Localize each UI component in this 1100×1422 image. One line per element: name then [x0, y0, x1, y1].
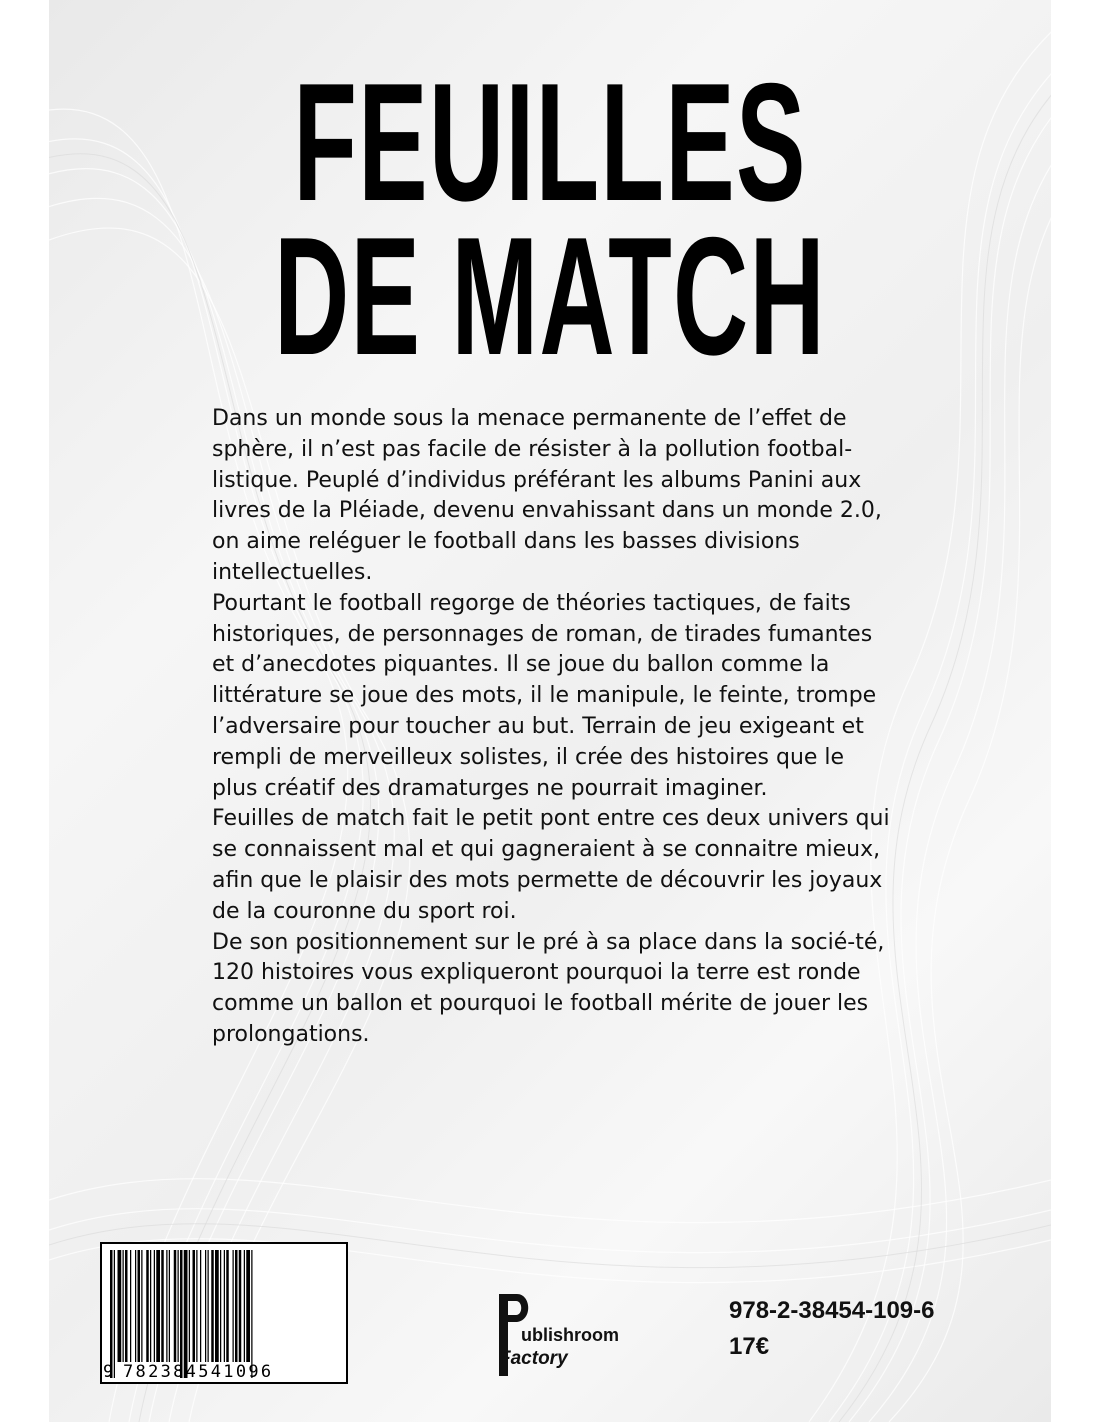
publisher-name-line1: ublishroom	[521, 1325, 619, 1345]
barcode-bar	[178, 1250, 179, 1362]
barcode-bar	[205, 1250, 206, 1362]
barcode-bar	[166, 1250, 167, 1362]
barcode-bar	[130, 1250, 131, 1362]
barcode-bar	[125, 1250, 128, 1362]
barcode-bar	[235, 1250, 238, 1362]
barcode-bar	[246, 1250, 250, 1362]
book-title-line2: DE MATCH	[274, 202, 826, 390]
barcode-bar	[154, 1250, 155, 1362]
barcode-bar	[211, 1250, 214, 1362]
price: 17€	[729, 1333, 770, 1360]
barcode-bar	[224, 1250, 225, 1362]
isbn: 978-2-38454-109-6	[729, 1297, 935, 1324]
barcode-bar	[141, 1250, 142, 1362]
blurb-paragraph: Feuilles de match fait le petit pont entre ces deux univers qui se connaissent mal et qui gagneraient à se connaitre mieux, afin que le plaisir des mots permette de découvrir les joyaux de la couronne du sport roi.	[212, 806, 890, 924]
back-cover-blurb	[212, 404, 892, 1051]
barcode-bar	[208, 1250, 209, 1362]
barcode-bar	[156, 1250, 160, 1362]
blurb-paragraph: De son positionnement sur le pré à sa place dans la socié-té, 120 histoires vous expliqueront pourquoi la terre est ronde comme un ballon et pourquoi le football mérite de jouer les prolongations.	[212, 929, 885, 1047]
barcode-bar	[189, 1250, 190, 1362]
barcode-digits: 782384541096	[123, 1362, 274, 1382]
barcode-bar	[135, 1250, 136, 1362]
back-cover	[49, 0, 1051, 1422]
publisher-name-line2: Factory	[499, 1348, 568, 1369]
barcode-bar	[196, 1250, 197, 1362]
barcode-bar	[150, 1250, 151, 1362]
barcode-bar	[161, 1250, 164, 1362]
barcode-first-digit: 9	[103, 1362, 114, 1382]
barcode-bar	[220, 1250, 221, 1362]
barcode-bar	[184, 1250, 188, 1378]
barcode-bar	[193, 1250, 196, 1362]
barcode-bar	[215, 1250, 219, 1362]
barcode-bar	[226, 1250, 229, 1362]
barcode-bar	[174, 1250, 177, 1362]
book-title-line1: FEUILLES	[293, 48, 807, 236]
barcode-bar	[110, 1250, 113, 1378]
barcode-bar	[114, 1250, 115, 1378]
barcode-bar	[123, 1250, 124, 1362]
barcode-bar	[251, 1250, 252, 1378]
blurb-paragraph: Dans un monde sous la menace permanente de l’effet de sphère, il n’est pas facile de résister à la pollution footbal-listique. Peuplé d’individus préférant les albums Panini aux livres de la Pléiade, devenu envahissant dans un monde 2.0, on aime reléguer le football dans les basses divisions intellectuelles.	[212, 406, 882, 585]
barcode-bar	[180, 1250, 183, 1378]
barcode-bar	[200, 1250, 201, 1362]
barcode-bar	[233, 1250, 234, 1362]
barcode-bar	[239, 1250, 242, 1362]
barcode-bar	[118, 1250, 122, 1362]
blurb-paragraph: Pourtant le football regorge de théories tactiques, de faits historiques, de personnages de roman, de tirades fumantes et d’anecdotes piquantes. Il se joue du ballon comme la littérature se joue des mots, il le manipule, le feinte, trompe l’adversaire pour toucher au but. Terrain de jeu exigeant et rempli de merveilleux solistes, il crée des histoires que le plus créatif des dramaturges ne pourrait imaginer.	[212, 590, 877, 801]
publisher-logo	[495, 1290, 645, 1380]
barcode-bar	[244, 1250, 245, 1362]
barcode-bar	[169, 1250, 170, 1362]
barcode-bar	[138, 1250, 141, 1362]
barcode-bar	[146, 1250, 149, 1362]
